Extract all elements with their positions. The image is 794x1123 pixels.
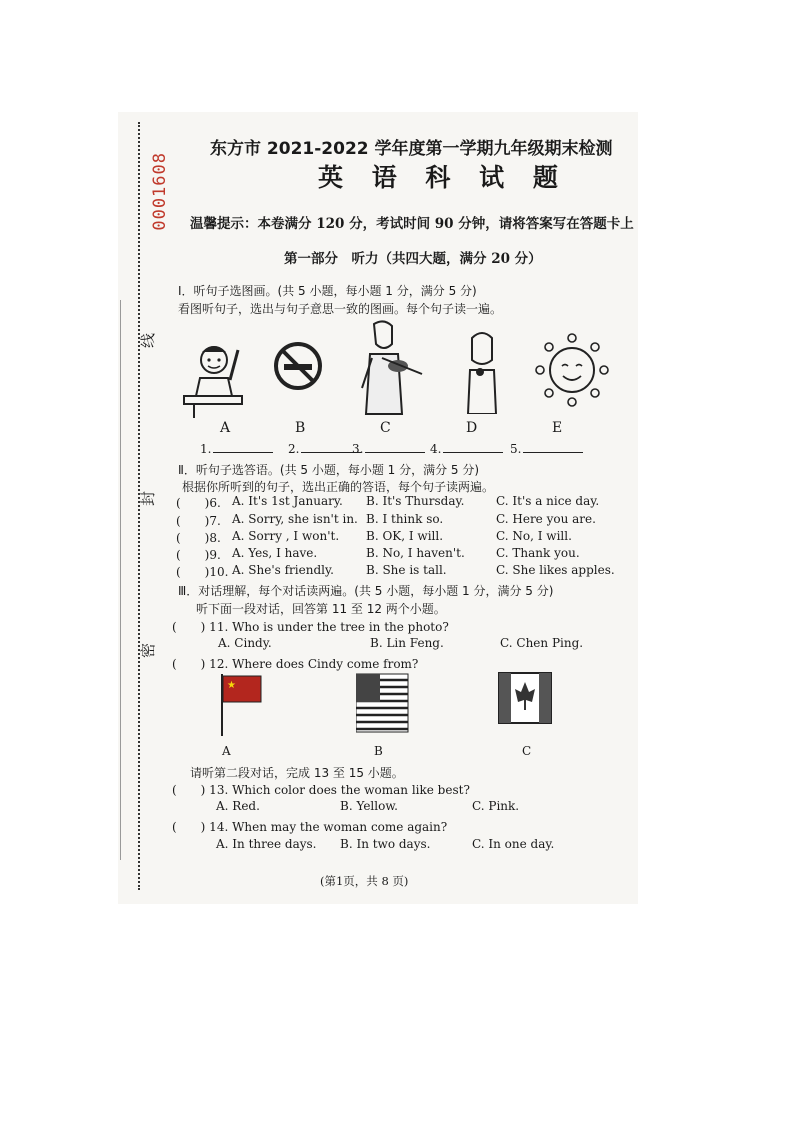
blank-number: 3. [352,442,364,456]
blank-number: 5. [510,442,522,456]
q11-stem[interactable]: ( ) 11. Who is under the tree in the photo? [172,620,449,634]
answer-blank-2[interactable] [288,442,364,456]
picture-label-e: E [552,420,563,436]
svg-text:★: ★ [227,680,236,691]
q14-option-c: C. In one day. [472,837,555,851]
answer-blank-5[interactable] [510,442,583,456]
section2-instruction: 根据你所听到的句子，选出正确的答语，每个句子读两遍。 [182,480,495,494]
q12-stem[interactable]: ( ) 12. Where does Cindy come from? [172,657,419,671]
answer-blank-3[interactable] [352,442,425,456]
exam-tip: 温馨提示：本卷满分 120 分，考试时间 90 分钟，请将答案写在答题卡上 [190,216,634,232]
q8-option-c: C. No, I will. [496,529,572,543]
no-smoking-icon [272,340,324,392]
q6-option-a: A. It's 1st January. [232,494,343,508]
girl-eating-icon [462,330,502,414]
q14-option-a: A. In three days. [216,837,317,851]
q6-number[interactable]: ( )6. [176,496,221,510]
q11-option-a: A. Cindy. [218,636,272,650]
answer-blank-4[interactable] [430,442,503,456]
binding-solid-line [120,300,121,860]
blank-number: 4. [430,442,442,456]
q7-option-b: B. I think so. [366,512,444,526]
q6-option-b: B. It's Thursday. [366,494,465,508]
section3-instruction2: 请听第二段对话，完成 13 至 15 小题。 [190,766,404,780]
blank-number: 2. [288,442,300,456]
q7-option-c: C. Here you are. [496,512,596,526]
picture-label-d: D [466,420,478,436]
q14-stem[interactable]: ( ) 14. When may the woman come again? [172,820,448,834]
q9-number[interactable]: ( )9. [176,548,221,562]
section3-instruction1: 听下面一段对话，回答第 11 至 12 两个小题。 [196,602,446,616]
q9-option-a: A. Yes, I have. [232,546,318,560]
canada-flag-icon [498,672,552,724]
blank-number: 1. [200,442,212,456]
picture-label-b: B [295,420,306,436]
subject-title: 英 语 科 试 题 [318,163,568,192]
violinist-icon [352,318,424,418]
answer-blank-1[interactable] [200,442,273,456]
flag-label-b: B [374,744,383,758]
section1-instruction: 看图听句子，选出与句子意思一致的图画。每个句子读一遍。 [178,302,503,316]
picture-label-a: A [220,420,231,436]
q13-option-a: A. Red. [216,799,260,813]
binding-mark-feng: 封 [139,490,158,507]
q8-option-a: A. Sorry , I won't. [232,529,340,543]
q6-option-c: C. It's a nice day. [496,494,600,508]
q9-option-c: C. Thank you. [496,546,580,560]
q9-option-b: B. No, I haven't. [366,546,465,560]
q10-number[interactable]: ( )10. [176,565,229,579]
q13-option-c: C. Pink. [472,799,520,813]
student-reading-icon [180,338,246,418]
q11-option-c: C. Chen Ping. [500,636,584,650]
serial-number: 0001608 [150,152,170,231]
q7-option-a: A. Sorry, she isn't in. [232,512,358,526]
section1-heading: Ⅰ．听句子选图画。(共 5 小题，每小题 1 分，满分 5 分) [178,284,477,298]
china-flag-icon [218,672,264,736]
binding-mark-mi: 密 [139,642,158,659]
q8-option-b: B. OK, I will. [366,529,444,543]
q13-stem[interactable]: ( ) 13. Which color does the woman like best? [172,783,470,797]
sun-icon [532,330,612,410]
binding-mark-xian: 线 [139,332,158,349]
flag-label-a: A [222,744,231,758]
q10-option-b: B. She is tall. [366,563,447,577]
exam-title: 东方市 2021-2022 学年度第一学期九年级期末检测 [210,139,613,159]
page-footer: (第1页，共 8 页) [320,874,409,888]
usa-flag-icon [356,672,410,734]
q11-option-b: B. Lin Feng. [370,636,444,650]
picture-label-c: C [380,420,391,436]
q10-option-c: C. She likes apples. [496,563,615,577]
part-heading: 第一部分 听力（共四大题，满分 20 分） [284,251,542,267]
section2-heading: Ⅱ．听句子选答语。(共 5 小题，每小题 1 分，满分 5 分) [178,463,480,477]
q7-number[interactable]: ( )7. [176,514,221,528]
section3-heading: Ⅲ．对话理解，每个对话读两遍。(共 5 小题，每小题 1 分，满分 5 分) [178,584,554,598]
q8-number[interactable]: ( )8. [176,531,221,545]
flag-label-c: C [522,744,532,758]
q14-option-b: B. In two days. [340,837,431,851]
q10-option-a: A. She's friendly. [232,563,334,577]
q13-option-b: B. Yellow. [340,799,398,813]
